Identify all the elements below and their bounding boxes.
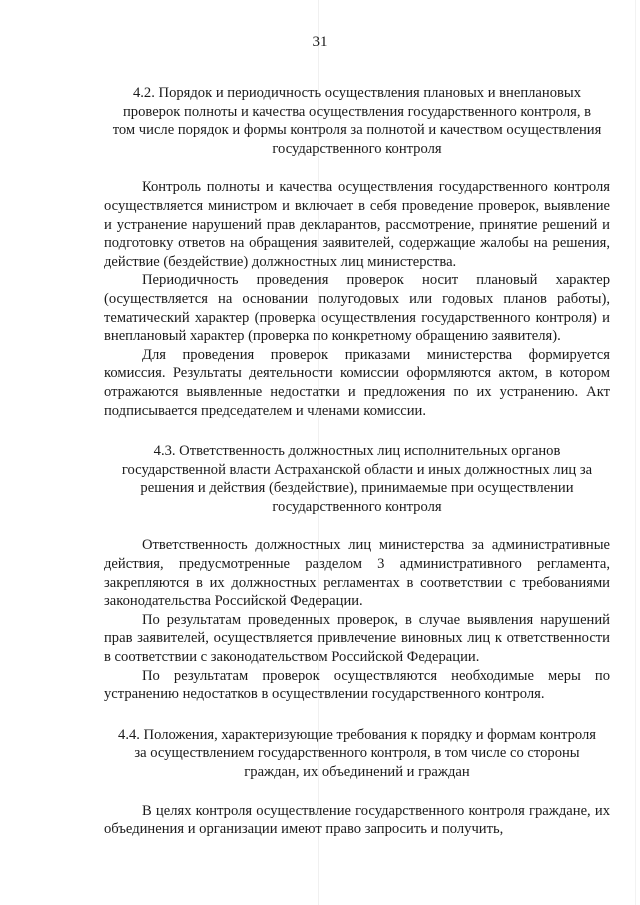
- paragraph: Периодичность проведения проверок носит плановый характер (осуществляется на основании полугодовых или годовых планов работы), тематический характер (проверка осуществления государственного контроля) и внеплановый характер (проверка по конкретному обращению заявителя).: [104, 272, 610, 345]
- document-body: [104, 84, 610, 839]
- scan-edge-line: [635, 0, 636, 905]
- paragraph: Ответственность должностных лиц министерства за административные действия, предусмотренные разделом 3 административного регламента, закрепляются в их должностных регламентах в соответствии с требованиями законодательства Российской Федерации.: [104, 537, 610, 610]
- section-4-4: [104, 726, 610, 839]
- paragraph: По результатам проверок осуществляются необходимые меры по устранению недостатков в осуществлении государственного контроля.: [104, 667, 610, 703]
- page-number: 31: [312, 34, 328, 50]
- paragraph: В целях контроля осуществление государственного контроля граждане, их объединения и организации имеют право запросить и получить,: [104, 802, 610, 838]
- section-4-3: [104, 442, 610, 704]
- paragraph: По результатам проведенных проверок, в случае выявления нарушений прав заявителей, осуществляется привлечение виновных лиц к ответственности в соответствии с законодательством Российской Федерации.: [104, 611, 610, 666]
- section-heading: 4.3. Ответственность должностных лиц исполнительных органов государственной власти Астраханской области и иных должностных лиц за решения и действия (бездействие), принимаемые при осуществлении государственного контроля: [121, 443, 593, 515]
- section-heading: 4.2. Порядок и периодичность осуществления плановых и внеплановых проверок полноты и качества осуществления государственного контроля, в том числе порядок и формы контроля за полнотой и качеством осуществления государственного контроля: [112, 85, 602, 157]
- section-4-2: [104, 84, 610, 420]
- section-heading: 4.4. Положения, характеризующие требования к порядку и формам контроля за осуществлением государственного контроля, в том числе со стороны граждан, их объединений и граждан: [118, 726, 596, 780]
- paragraph: Контроль полноты и качества осуществления государственного контроля осуществляется министром и включает в себя проведение проверок, выявление и устранение нарушений прав декларантов, рассмотрение, принятие решений и подготовку ответов на обращения заявителей, содержащие жалобы на решения, действие (бездействие) должностных лиц министерства.: [104, 179, 610, 270]
- paragraph: Для проведения проверок приказами министерства формируется комиссия. Результаты деятельности комиссии оформляются актом, в котором отражаются выявленные недостатки и предложения по их устранению. Акт подписывается председателем и членами комиссии.: [104, 346, 610, 419]
